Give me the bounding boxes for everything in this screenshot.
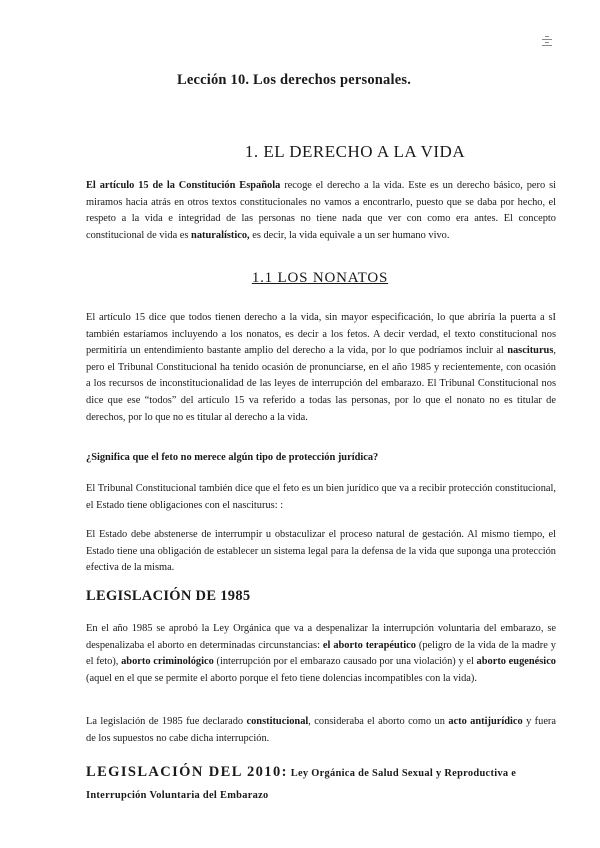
bold-text: constitucional — [246, 716, 309, 727]
body-text: , pero el Tribunal Constitucional ha tenido ocasión de pronunciarse, en el año 1985 y recientemente, con ocasión a los recursos de inconstitucionalidad de las leyes de interrupción del embarazo. El Tribunal Constitucional nos dice que ese “todos” del artículo 15 va referido a todas las personas, por lo que el nonato no es titular de derechos, por lo que no es titular al derecho a la vida. — [86, 345, 556, 423]
body-text: (interrupción por el embarazo causado por una violación) y el — [213, 656, 477, 668]
body-text: recoge el derecho a la vida. Este es un derecho básico, pero si miramos hacia atrás en otros textos constitucionales no vamos a encontrarlo, puesto que se daba por hecho, el respeto a la vida e integridad de las personas no tiene nada que ver con como era antes. El concepto constitucional de vida es — [86, 180, 556, 241]
bold-text: acto antijurídico — [448, 716, 523, 727]
heading-legislacion-2010 — [86, 762, 556, 806]
heading-legislacion-1985: LEGISLACIÓN DE 1985 — [86, 588, 251, 604]
body-text: y fuera de los supuestos no cabe dicha interrupción. — [86, 716, 557, 744]
body-text: , consideraba el aborto como un — [308, 716, 449, 727]
body-text: La legislación de 1985 fue declarado — [86, 716, 247, 727]
bold-text: aborto eugenésico — [476, 656, 557, 668]
body-text: El artículo 15 dice que todos tienen derecho a la vida, sin mayor especificación, lo que abriría la puerta a sI también estaríamos incluyendo a los nonatos, es decir a los fetos. A decir verdad, el texto constitucional nos permitiría un entendimiento bastante amplio del derecho a la vida, por lo que podríamos incluir al — [86, 312, 556, 357]
question-heading: ¿Significa que el feto no merece algún tipo de protección jurídica? — [86, 452, 379, 463]
bold-text: nasciturus — [507, 345, 554, 357]
subsection-heading-nonatos: 1.1 LOS NONATOS — [251, 270, 389, 286]
lesson-title: Lección 10. Los derechos personales. — [176, 72, 412, 88]
body-text: (aquel en el que se permite el aborto porque el feto tiene dolencias incompatibles con la vida). — [86, 672, 477, 684]
paragraph-constitucional-1985 — [86, 714, 556, 747]
bold-text: naturalístico, — [191, 229, 250, 241]
page-corner-icon — [542, 36, 552, 50]
bold-text: el aborto terapéutico — [322, 639, 416, 651]
bold-text: aborto criminológico — [121, 656, 214, 668]
bold-text: El artículo 15 de la Constitución Española — [86, 180, 281, 191]
section-heading-derecho-vida: 1. EL DERECHO A LA VIDA — [244, 142, 466, 161]
paragraph-nonatos — [86, 310, 556, 426]
body-text: En el año 1985 se aprobó la Ley Orgánica que va a despenalizar la interrupción voluntaria del embarazo, se despenalizaba el aborto en determinadas circunstancias: — [86, 623, 556, 651]
heading-legislacion-2010-subtitle: Ley Orgánica de Salud Sexual y Reproductiva e Interrupción Voluntaria del Embarazo — [86, 768, 517, 801]
body-text: (peligro de la vida de la madre y el feto), — [86, 639, 556, 668]
paragraph-proteccion: El Tribunal Constitucional también dice que el feto es un bien jurídico que va a recibir protección constitucional, el Estado tiene obligaciones con el nasciturus: : — [86, 483, 556, 511]
paragraph-articulo-15 — [86, 178, 556, 244]
paragraph-ley-1985 — [86, 621, 556, 687]
paragraph-estado: El Estado debe abstenerse de interrumpir u obstaculizar el proceso natural de gestación. Al mismo tiempo, el Estado tiene una obligación de establecer un sistema legal para la defensa de la vida que suponga una protección efectiva de la misma. — [86, 529, 556, 574]
body-text: es decir, la vida equivale a un ser humano vivo. — [249, 229, 450, 241]
heading-legislacion-2010-title: LEGISLACIÓN DEL 2010: — [86, 764, 288, 780]
